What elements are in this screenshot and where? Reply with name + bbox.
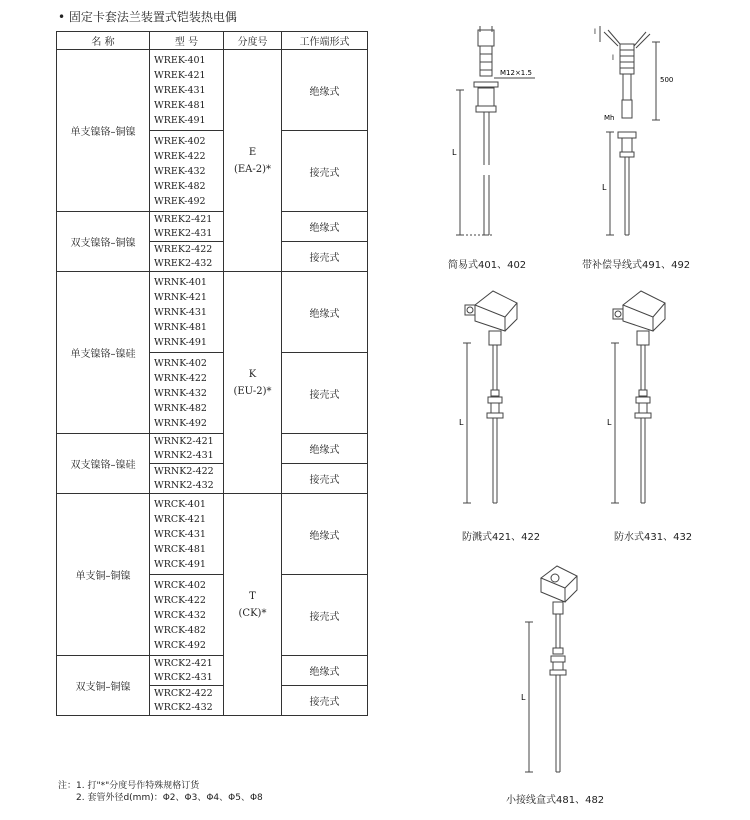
model-list [150,575,224,656]
model-number: WRCK-422 [154,594,206,606]
junction-type: 绝缘式 [282,272,368,353]
model-number: WRNK-402 [154,357,207,369]
model-number: WRCK-491 [154,558,206,570]
caption-small-junction-box: 小接线盒式481、482 [506,795,605,806]
mid-label: Mh [604,114,615,122]
grade-number [224,272,282,494]
model-list [150,686,224,716]
caption-waterproof: 防水式431、432 [614,532,693,543]
model-list [150,434,224,464]
junction-type: 绝缘式 [282,50,368,131]
model-number: WRCK-432 [154,609,206,621]
spec-table [56,31,368,716]
product-name: 双支铜–铜镍 [57,656,150,716]
figure-waterproof [595,285,705,515]
model-number: WRCK-421 [154,513,206,525]
model-number: WREK2-431 [154,227,213,239]
table-row [57,50,368,131]
figure-simple-type [440,20,550,250]
table-row [57,494,368,575]
grade-number [224,50,282,272]
model-number: WREK-431 [154,84,206,96]
grade-line: (CK)* [238,607,267,619]
model-number: WRNK-401 [154,276,207,288]
model-number: WRNK-432 [154,387,207,399]
figure-small-junction-box [515,560,625,785]
top-label: l [594,28,596,36]
model-number: WRCK-401 [154,498,206,510]
model-number: WRCK2-422 [154,688,213,699]
500-label: 500 [660,76,674,84]
model-list [150,50,224,131]
grade-line: T [249,590,256,602]
product-name: 单支铜–铜镍 [57,494,150,656]
model-number: WREK-401 [154,54,206,66]
note-2: 2. 套管外径d(mm)：Φ2、Φ3、Φ4、Φ5、Φ8 [58,793,263,803]
model-list [150,272,224,353]
header-model: 型 号 [150,32,224,50]
model-number: WRNK-492 [154,417,207,429]
model-number: WREK-491 [154,114,206,126]
thread-label: M12×1.5 [500,69,532,77]
junction-type: 接壳式 [282,242,368,272]
model-list [150,353,224,434]
junction-type: 接壳式 [282,575,368,656]
model-number: WRCK2-431 [154,671,213,683]
model-number: WREK-482 [154,180,206,192]
model-number: WREK-421 [154,69,206,81]
model-list [150,131,224,212]
table-row [57,656,368,686]
junction-type: 绝缘式 [282,434,368,464]
junction-type: 接壳式 [282,353,368,434]
model-number: WRCK-431 [154,528,206,540]
header-type: 工作端形式 [282,32,368,50]
caption-splash-proof: 防溅式421、422 [462,532,541,543]
grade-line: K [248,368,257,380]
grade-line: (EA-2)* [233,163,272,175]
model-number: WRNK2-431 [154,449,214,461]
model-list [150,242,224,272]
product-name: 双支镍铬–铜镍 [57,212,150,272]
model-number: WRNK-481 [154,321,207,333]
figure-splash-proof [445,285,555,515]
product-name: 单支镍铬–铜镍 [57,50,150,212]
table-row [57,434,368,464]
length-label: L [452,148,457,157]
grade-line: E [248,146,257,158]
model-list [150,494,224,575]
table-row [57,272,368,353]
junction-type: 接壳式 [282,464,368,494]
model-list [150,656,224,686]
model-number: WRNK-422 [154,372,207,384]
model-number: WRNK-421 [154,291,207,303]
model-number: WRNK-491 [154,336,207,348]
length-label: L [607,418,612,427]
model-number: WREK-402 [154,135,206,147]
model-number: WREK-492 [154,195,206,207]
caption-compensation-wire: 带补偿导线式491、492 [582,260,691,271]
junction-type: 绝缘式 [282,212,368,242]
product-name: 单支镍铬–镍硅 [57,272,150,434]
model-number: WREK2-422 [154,244,213,255]
page-title: • 固定卡套法兰装置式铠装热电偶 [58,10,237,24]
notes [58,780,263,804]
model-list [150,212,224,242]
table-header-row [57,32,368,50]
length-label: L [459,418,464,427]
model-number: WRNK2-432 [154,479,214,491]
table-row [57,212,368,242]
model-number: WRCK2-432 [154,701,213,713]
model-list [150,464,224,494]
model-number: WREK2-421 [154,214,213,225]
model-number: WRNK-431 [154,306,207,318]
caption-simple-type: 简易式401、402 [448,260,527,271]
model-number: WRNK2-421 [154,436,214,447]
grade-line: (EU-2)* [233,385,272,397]
model-number: WRCK-482 [154,624,206,636]
note-1: 注：1. 打"*"分度号作特殊规格订货 [58,781,200,791]
model-number: WRCK-402 [154,579,206,591]
model-number: WRCK-481 [154,543,206,555]
model-number: WRNK2-422 [154,466,214,477]
model-number: WREK-422 [154,150,206,162]
product-name: 双支镍铬–镍硅 [57,434,150,494]
junction-type: 接壳式 [282,131,368,212]
model-number: WREK-481 [154,99,206,111]
junction-type: 绝缘式 [282,656,368,686]
model-number: WRNK-482 [154,402,207,414]
model-number: WREK-432 [154,165,206,177]
grade-number [224,494,282,716]
model-number: WRCK-492 [154,639,206,651]
junction-type: 接壳式 [282,686,368,716]
junction-type: 绝缘式 [282,494,368,575]
length-label: L [602,183,607,192]
header-grade: 分度号 [224,32,282,50]
model-number: WREK2-432 [154,257,213,269]
figure-compensation-wire [590,20,700,250]
length-label: L [521,693,526,702]
side-label: l [612,54,614,62]
header-name: 名 称 [57,32,150,50]
model-number: WRCK2-421 [154,658,213,669]
